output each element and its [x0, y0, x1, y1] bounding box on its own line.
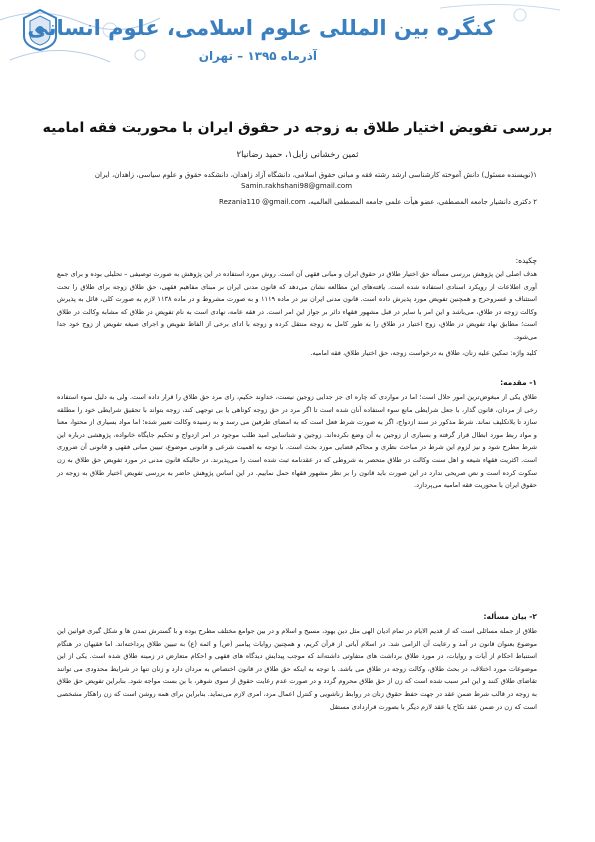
- section-text-introduction: طلاق یکی از مبغوض‌ترین امور حلال است؛ اما در مواردی که چاره ای جز جدایی زوجین نیست، خداوند حکیم، رای مرد حق طلاق را قرار داده است. ولی به دلیل سوء استفاده رخی از مردان، قانون گذار، با جعل شرایطی مانع سوء استفاده آنان شده است تا اگر مرد در حق زوجه کوتاهی یا بی توجهی کند، زوجه بتواند با تحقیق شرایطی خود را مطلقه سازد تا بلاتکلیف نماند. شرط مذکور در سند ازدواج، اگر به صورت شرط فعل است که به امضای طرفین می رسد و به رسیده وکالت تعبیر شده؛ اما مواد بسیاری از محتوا، معنا و مواد ربط مورد ابطال قرار گرفته و بسیاری از زوجین به آن وضع نکرده‌اند. زوجین و شناسایی امید طلب موجود در امر ازدواج و تحکیم جایگاه خانواده، پژوهشی درباره این شرط مطرح شود و نیز لزوم این شرط در مباحث نظری و محاکم قضایی مورد بحث است. با توجه به اهمیت شرعی و قانونی موضوع، تبیین مبانی فقهی و قانونی آن ضروری است. اکثریت فقهاء شیعه و اهل سنت وکالت در طلاق متحصر به شروطی که در عقدنامه ثبت شده است را می‌پذیرند. در حالیکه قانون مدنی در مورد تفویض حق طلاق به زن سکوت کرده است و نص صریحی ندارد در این صورت باید قانون را بر نظر مشهور فقهاء حمل نماییم. در این اساس پژوهش حاضر به بررسی تفویض اختیار طلاق به زوجه در حقوق ایران با محوریت فقه امامیه می‌پردازد.: [57, 393, 537, 490]
- author-email: Samin.rakhshani98@gmail.com: [240, 182, 353, 190]
- section-heading-introduction: ۱- مقدمه:: [500, 378, 537, 387]
- paper-title: بررسی تفویض اختیار طلاق به زوجه در حقوق ایران با محوریت فقه امامیه: [42, 120, 553, 136]
- abstract-heading: چکیده:: [515, 256, 537, 265]
- section-text-problem: طلاق از جمله مسائلی است که از قدیم الایام در تمام ادیان الهی مثل دین یهود، مسیح و اسلام و در بین جوامع مختلف مطرح بوده و با گسترش تمدن ها و شکل گیری قوانین این موضوع بعنوان قانون در آمد و رعایت آن الزامی شد. در اسلام آیاتی از قرآن کریم، و همچنین روایات پیامبر (ص) و ائمه (ع) به تبیین طلاق پرداخته‌اند. اما فقیهان در هنگام استنباط احکام از آیات و روایات، در مورد طلاق برداشت های متفاوتی داشته‌اند که موجب پیدایش دیدگاه های فقهی و احکام متعارض در زمینه طلاق شده است. یکی از این موضوعات مورد اختلاف، در بحث طلاق، وکالت زوجه در طلاق می باشد. با توجه به اینکه حق طلاق در قانون اختصاص به مردان دارد و زنان تنها در شرایط محدودی می توانند تقاضای طلاق کنند و این امر سبب شده است که زن از حق طلاق محروم گردد و در صورت عدم رعایت حقوق از سوی شوهر، با بن بست مواجه شود. بنابراین تفویض حق طلاق به زوجه در قالب شرط ضمن عقد در جهت حفظ حقوق زنان در روابط زناشویی و کنترل اعمال مرد، امری لازم می‌نماید. بنابراین برای همه روشن است که زن راهکار مشخصی است که زن در ضمن عقد نکاح یا عقد لازم دیگر با بصورت قراردادی مستقل: [57, 627, 537, 711]
- section-heading-problem: ۲- بیان مسأله:: [483, 612, 537, 621]
- congress-banner: [0, 0, 595, 82]
- congress-date: آذرماه ۱۳۹۵ – تهران: [198, 49, 317, 63]
- banner-ornament: [0, 0, 595, 82]
- affiliation-1: ۱(نویسنده مسئول) دانش آموخته کارشناسی ارشد رشته فقه و مبانی حقوق اسلامی، دانشگاه آزاد زاهدان، دانشکده حقوق و علوم سیاسی، زاهدان، ایران: [94, 171, 537, 179]
- keywords: کلید واژه: تمکین علیه زنان، طلاق به درخواست زوجه، حق اختیار طلاق، فقه امامیه.: [310, 349, 537, 357]
- authors-line: ثمین رخشانی زابل۱، حمید رضانیا۲: [236, 150, 359, 160]
- congress-title: کنگره بین المللی علوم اسلامی، علوم انسانی: [27, 16, 495, 40]
- affiliation-2: ۲ دکتری دانشیار جامعه المصطفی، عضو هیأت علمی جامعه المصطفی العالمیه، Rezania110 @gmail.com: [219, 198, 537, 206]
- abstract-text: هدف اصلی این پژوهش بررسی مسأله حق اختیار طلاق در حقوق ایران و مبانی فقهی آن است. روش مورد استفاده در این پژوهش به صورت توصیفی – تحلیلی بوده و برای جمع آوری اطلاعات از رویکرد اسنادی استفاده شده است. یافته‌های این مطالعه نشان می‌دهد که قانون مدنی ایران بر مبنای مفاهیم فقهی، حق طلاق زوجه برای طلاق را تحت استثناف و عسروحرج و همچنین تفویض مورد پذیرش داده است. قانون مدنی ایران نیز در ماده ۱۱۱۹ و به صورت مشروط و در ماده ۱۱۳۸ لازم به صورت کلی، قائل به پذیرش وکالت زوجه در طلاق، می‌باشد و این امر با سایر در قبل مشهور فقهاء دائر بر جواز این امر است. در فقه عامه، نهادی است به نام تفویض در طلاق که مشابه وکالت در طلاق است؛ مطابق نهاد تفویض در طلاق، زوج اختیار در طلاق را به طور کامل به زوجه منتقل کرده و زوجه با ادای برخی از الفاظ تفویض و اجرای صیغه تفویض از زوج خود جدا می‌شود.: [57, 270, 537, 341]
